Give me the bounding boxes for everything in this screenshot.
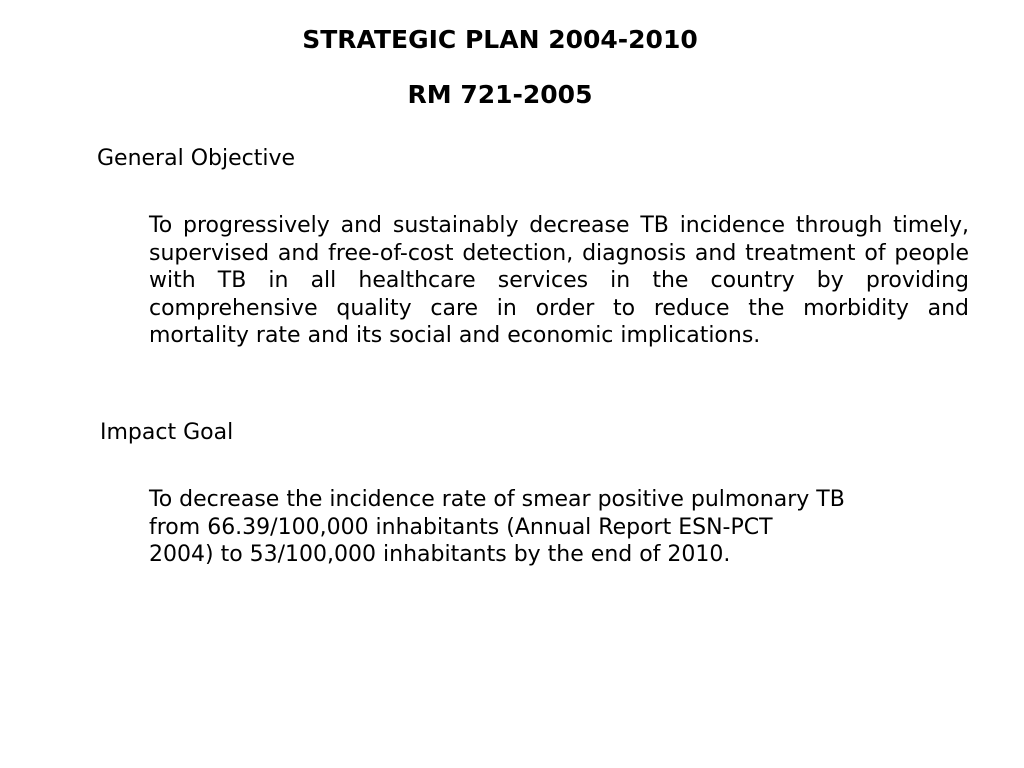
slide-subtitle: RM 721-2005 xyxy=(407,80,593,109)
impact-goal-line: To decrease the incidence rate of smear positive pulmonary TB xyxy=(149,487,845,512)
impact-goal-line: 2004) to 53/100,000 inhabitants by the end of 2010. xyxy=(149,542,731,567)
impact-goal-text xyxy=(149,486,949,569)
impact-goal-heading: Impact Goal xyxy=(100,420,234,445)
impact-goal-line: from 66.39/100,000 inhabitants (Annual Report ESN-PCT xyxy=(149,514,773,540)
general-objective-heading: General Objective xyxy=(97,146,296,171)
slide-title: STRATEGIC PLAN 2004-2010 xyxy=(302,25,698,54)
general-objective-text: To progressively and sustainably decrease TB incidence through timely, supervised and free-of-cost detection, diagnosis and treatment of people with TB in all healthcare services in the country by providing comprehensive quality care in order to reduce the morbidity and mortality rate and its social and economic implications. xyxy=(149,213,969,348)
